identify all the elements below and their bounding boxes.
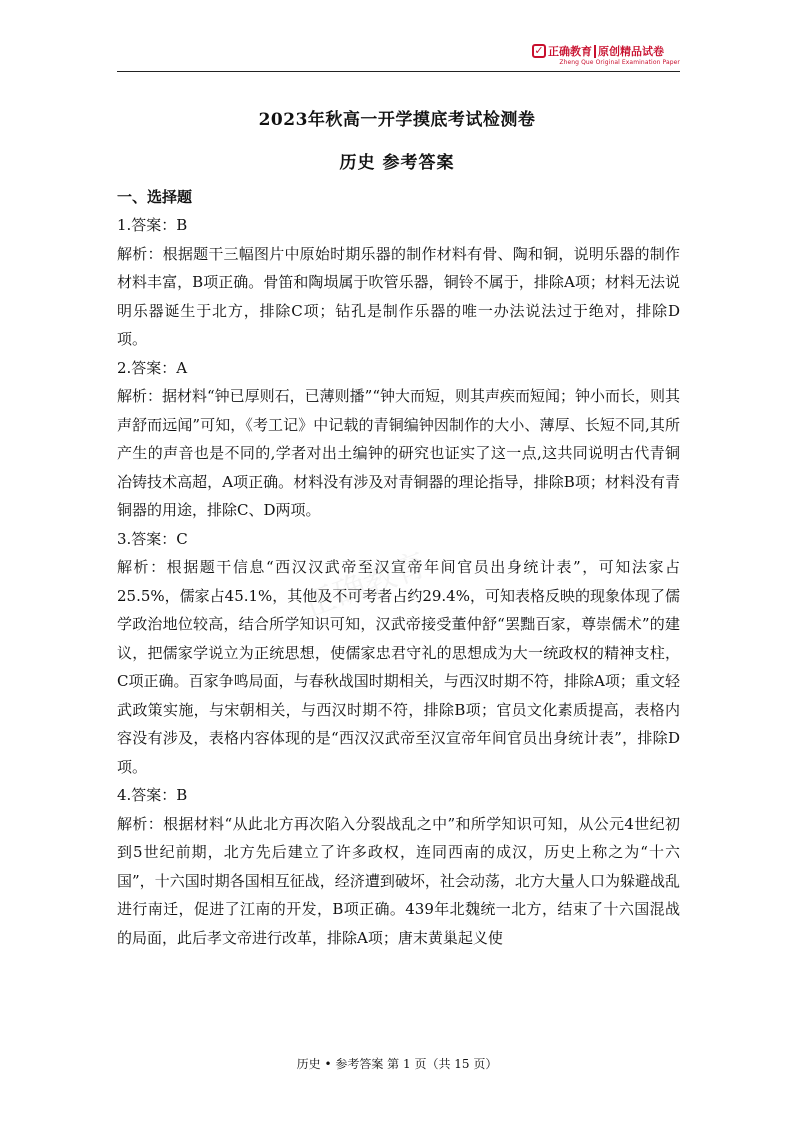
logo-brand-text: 正确教育 (548, 45, 592, 58)
answer-line: 2.答案：A (117, 358, 188, 377)
answer-line: 4.答案：B (117, 786, 188, 804)
answer-line: 3.答案：C (117, 529, 188, 548)
document-body (117, 183, 680, 952)
logo-top-row (532, 42, 680, 60)
question-item-4 (117, 781, 680, 952)
question-item-1 (117, 211, 680, 354)
answer-line: 1.答案：B (117, 216, 188, 234)
watermark: 正确教育 (298, 545, 432, 625)
section-heading: 一、选择题 (117, 188, 193, 206)
page-footer: 历史 • 参考答案 第 1 页（共 15 页） (296, 1057, 498, 1071)
check-icon: ✓ (532, 44, 546, 58)
page-subtitle: 历史 参考答案 (339, 153, 455, 173)
analysis-paragraph: 解析：根据材料“从此北方再次陷入分裂战乱之中”和所学知识可知，从公元4世纪初到5世纪前期，北方先后建立了许多政权，连同西南的成汉，历史上称之为“十六国”，十六国时期各国相互征战，经济遭到破坏，社会动荡，北方大量人口为躲避战乱进行南迁，促进了江南的开发，B项正确。439年北魏统一北方，结束了十六国混战的局面，此后孝文帝进行改革，排除A项；唐末黄巢起义使 (117, 814, 680, 947)
analysis-paragraph: 解析：据材料“钟已厚则石，已薄则播”“钟大而短，则其声疾而短闻；钟小而长，则其声舒而远闻”可知，《考工记》中记载的青铜编钟因制作的大小、薄厚、长短不同,其所产生的声音也是不同的,学者对出土编钟的研究也证实了这一点,这共同说明古代青铜冶铸技术高超，A项正确。材料没有涉及对青铜器的理论指导，排除B项；材料没有青铜器的用途，排除C、D两项。 (117, 387, 681, 519)
brand-logo (532, 42, 680, 70)
page-title: 2023年秋高一开学摸底考试检测卷 (258, 110, 536, 130)
header-divider (117, 71, 680, 72)
logo-divider (594, 45, 596, 58)
question-item-3 (117, 525, 680, 782)
logo-subtitle: Zheng Que Original Examination Paper (559, 59, 680, 66)
logo-tag-text: 原创精品试卷 (598, 45, 664, 58)
analysis-paragraph: 解析：根据题干三幅图片中原始时期乐器的制作材料有骨、陶和铜，说明乐器的制作材料丰富，B项正确。骨笛和陶埙属于吹管乐器，铜铃不属于，排除A项；材料无法说明乐器诞生于北方，排除C项；钻孔是制作乐器的唯一办法说法过于绝对，排除D项。 (117, 244, 680, 348)
analysis-paragraph: 解析：根据题干信息“西汉汉武帝至汉宣帝年间官员出身统计表”，可知法家占25.5%，儒家占45.1%，其他及不可考者占约29.4%，可知表格反映的现象体现了儒学政治地位较高，结合所学知识可知，汉武帝接受董仲舒“罢黜百家，尊崇儒术”的建议，把儒家学说立为正统思想，使儒家忠君守礼的思想成为大一统政权的精神支柱，C项正确。百家争鸣局面，与春秋战国时期相关，与西汉时期不符，排除A项；重文轻武政策实施，与宋朝相关，与西汉时期不符，排除B项；官员文化素质提高，表格内容没有涉及，表格内容体现的是“西汉汉武帝至汉宣帝年间官员出身统计表”，排除D项。 (117, 558, 680, 776)
question-item-2 (117, 354, 680, 525)
